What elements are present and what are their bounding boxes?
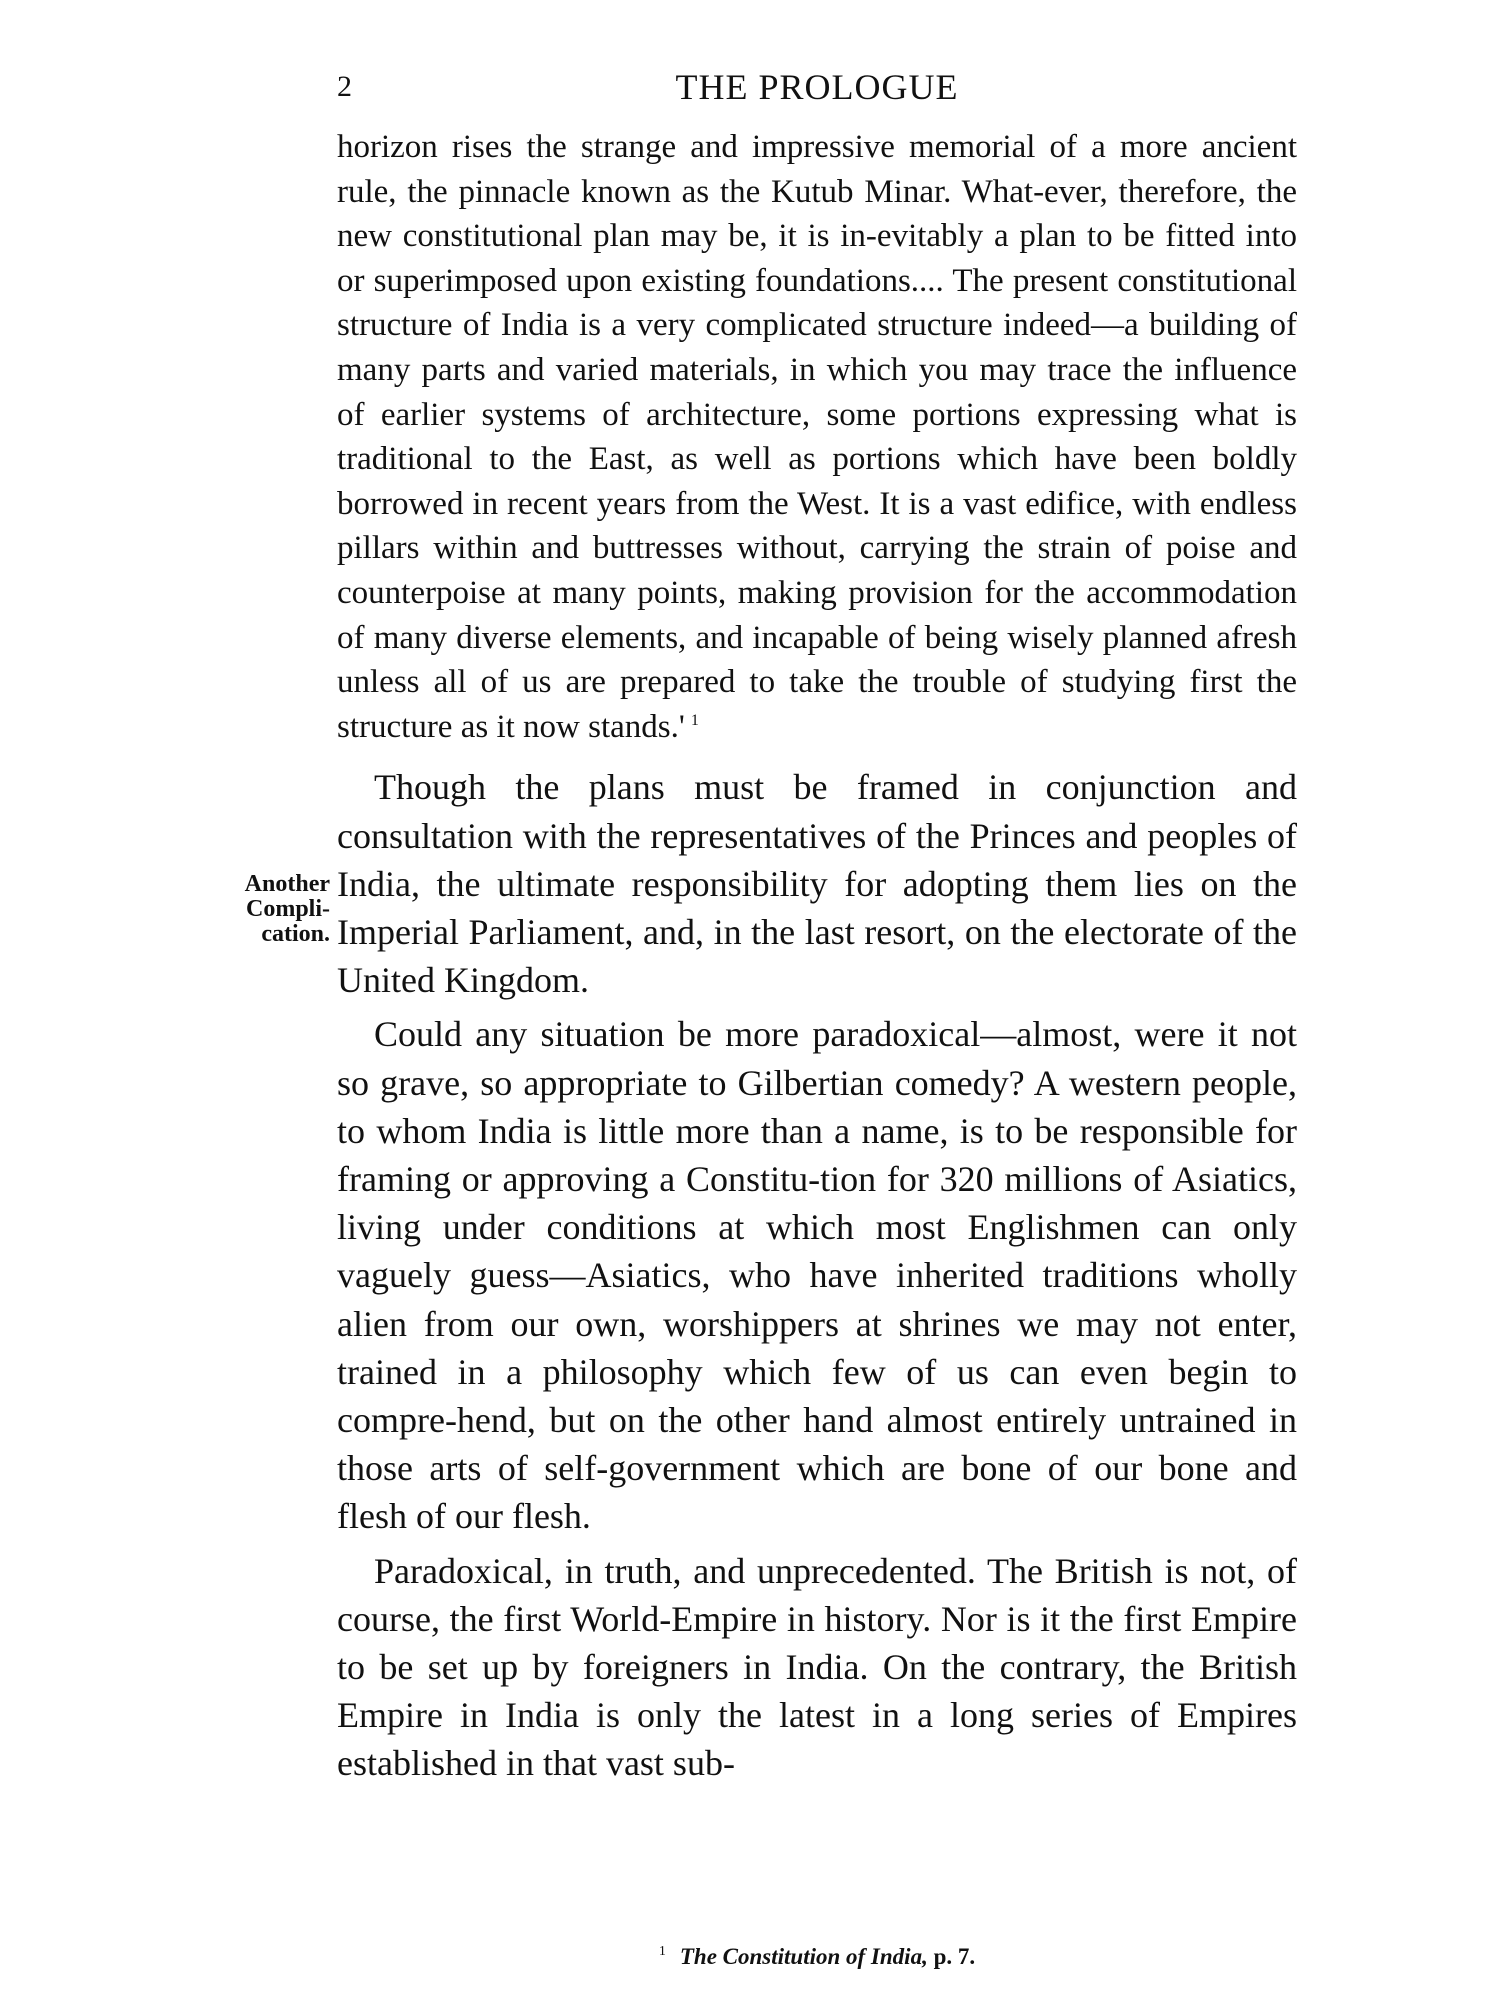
footnote-marker: 1 (690, 711, 699, 729)
footnote-number: 1 (658, 1944, 666, 1960)
footnote (337, 1944, 1297, 1970)
paragraph: Paradoxical, in truth, and unprecedented. The British is not, of course, the first World-Empire in history. Nor is it the first Empire to be set up by foreigners in India. On the contrary, the British Empire in India is only the latest in a long series of Empires established in that vast sub- (337, 1550, 1297, 1784)
paragraph: Though the plans must be framed in conjunction and consultation with the representatives of the Princes and peoples of India, the ultimate responsibility for adopting them lies on the Imperial Parliament, and, in the last resort, on the electorate of the United Kingdom. (337, 767, 1297, 1001)
page-header (337, 66, 1297, 116)
page-number: 2 (337, 70, 352, 103)
footnote-title: The Constitution of India, (679, 1944, 928, 1969)
paragraph: Could any situation be more paradoxical—almost, were it not so grave, so appropriate to Gilbertian comedy? A western people, to whom India is little more than a name, is to be responsible for framing or approving a Constitu-tion for 320 millions of Asiatics, living under conditions at which most Englishmen can only vaguely guess—Asiatics, who have inherited traditions wholly alien from our own, worshippers at shrines we may not enter, trained in a philosophy which few of us can even begin to compre-hend, but on the other hand almost entirely untrained in those arts of self-government which are bone of our bone and flesh of our flesh. (337, 1014, 1297, 1537)
body-text (337, 125, 1297, 1788)
sidenote-line: Another (244, 871, 330, 897)
paragraph-text: horizon rises the strange and impressive memorial of a more ancient rule, the pinnacle known as the Kutub Minar. What-ever, therefore, the new constitutional plan may be, it is in-evitably a plan to be fitted into or superimposed upon existing foundations.... The present constitutional structure of India is a very complicated structure indeed—a building of many parts and varied materials, in which you may trace the influence of earlier systems of architecture, some portions expressing what is traditional to the East, as well as portions which have been boldly borrowed in recent years from the West. It is a vast edifice, with endless pillars within and buttresses without, carrying the strain of poise and counterpoise at many points, making provision for the accommodation of many diverse elements, and incapable of being wisely planned afresh unless all of us are prepared to take the trouble of studying first the structure as it now stands.' (337, 129, 1297, 745)
footnote-page: p. 7. (933, 1944, 976, 1969)
sidenote-line: Compli- (246, 896, 330, 922)
running-head: THE PROLOGUE (675, 67, 959, 107)
quoted-paragraph (337, 125, 1297, 749)
sidenote-line: cation. (261, 921, 330, 947)
margin-sidenote (220, 872, 330, 947)
